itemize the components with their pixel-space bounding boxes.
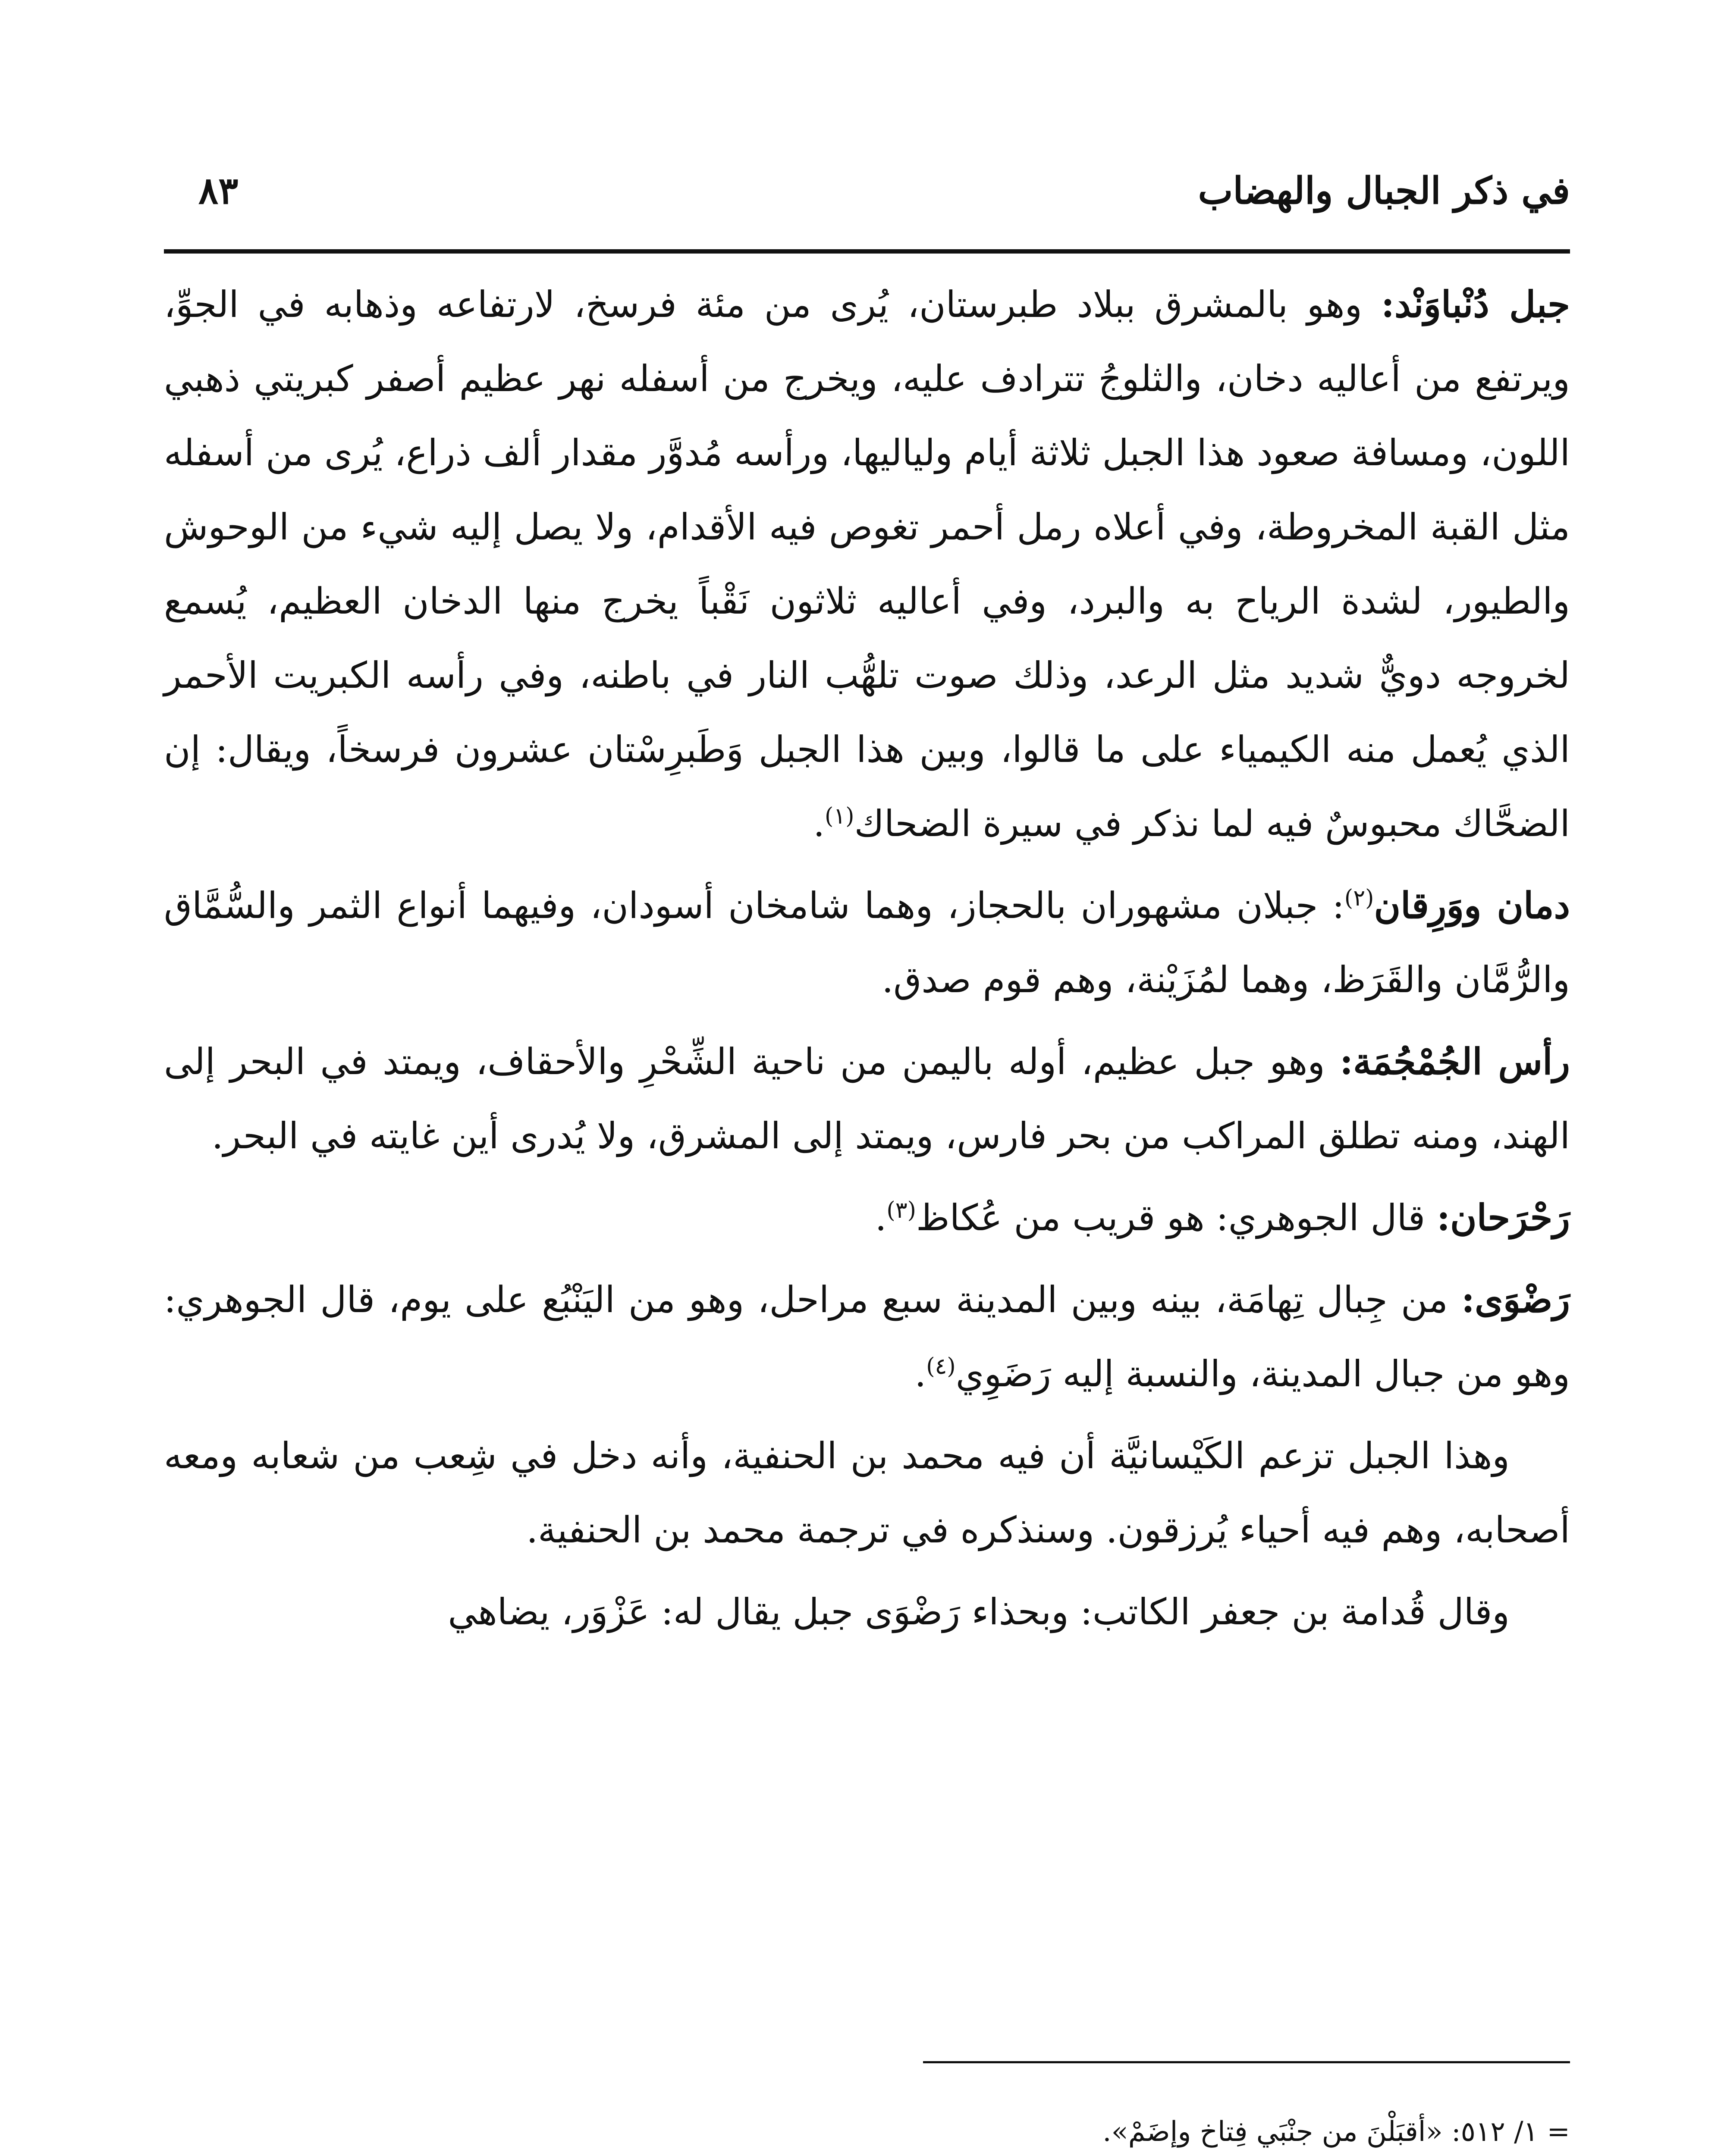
entry-text: : جبلان مشهوران بالحجاز، وهما شامخان أسودان، وفيهما أنواع الثمر والسُّمَّاق والرُّمَّان والقَرَظ، وهما لمُزَيْنة، وهم قوم صدق.: [164, 884, 1570, 1001]
entry-ras-aljumjuma: [164, 1025, 1570, 1173]
paragraph-kaysaniyya: [164, 1419, 1570, 1567]
footnote-continued: = ١/ ٥١٢: «أقبَلْنَ من جنْبَي فِتاخ وإضَمْ».: [1102, 2116, 1570, 2148]
header-rule: [164, 249, 1570, 254]
entry-daman-waraqan: [164, 868, 1570, 1017]
entry-term: رأس الجُمْجُمَة:: [1340, 1040, 1570, 1083]
entry-rahrahan: [164, 1181, 1570, 1255]
paragraph-text: وقال قُدامة بن جعفر الكاتب: وبحذاء رَضْوَى جبل يقال له: عَزْوَر، يضاهي: [448, 1591, 1510, 1633]
entry-text: من جِبال تِهامَة، بينه وبين المدينة سبع مراحل، وهو من اليَنْبُع على يوم، قال الجوهري: وهو من جبال المدينة، والنسبة إليه رَضَوِي: [164, 1279, 1570, 1395]
paragraph-qudama: [164, 1575, 1570, 1649]
entry-term: رَضْوَى:: [1461, 1278, 1570, 1321]
entry-term: جبل دُنْباوَنْد:: [1381, 283, 1570, 326]
entry-radwa: [164, 1263, 1570, 1411]
footnotes: [164, 2104, 1570, 2156]
entry-text: وهو بالمشرق ببلاد طبرستان، يُرى من مئة فرسخ، لارتفاعه وذهابه في الجوِّ، ويرتفع من أعاليه دخان، والثلوجُ تترادف عليه، ويخرج من أسفله نهر عظيم أصفر كبريتي ذهبي اللون، ومسافة صعود هذا الجبل ثلاثة أيام ولياليها، ورأسه مُدوَّر مقدار ألف ذراع، يُرى من أسفله مثل القبة المخروطة، وفي أعلاه رمل أحمر تغوص فيه الأقدام، ولا يصل إليه شيء من الوحوش والطيور، لشدة الرياح به والبرد، وفي أعاليه ثلاثون نَقْباً يخرج منها الدخان العظيم، يُسمع لخروجه دويٌّ شديد مثل الرعد، وذلك صوت تلهُّب النار في باطنه، وفي رأسه الكبريت الأحمر الذي يُعمل منه الكيمياء على ما قالوا، وبين هذا الجبل وَطَبرِسْتان عشرون فرسخاً، ويقال: إن الضحَّاك محبوسٌ فيه لما نذكر في سيرة الضحاك: [164, 283, 1570, 845]
page-header: [164, 129, 1570, 241]
footnote-separator: [923, 2061, 1570, 2063]
entry-text: قال الجوهري: هو قريب من عُكاظ: [916, 1197, 1437, 1239]
footnote-ref: (٣): [886, 1197, 916, 1223]
page-number: ٨٣: [198, 169, 239, 213]
footnote-ref: (٤): [926, 1354, 956, 1379]
footnote-ref: (٢): [1344, 885, 1374, 911]
book-page: [164, 129, 1570, 2156]
entry-tail: .: [813, 802, 825, 845]
running-title: في ذكر الجبال والهضاب: [1198, 169, 1570, 213]
entry-dunbawand: [164, 267, 1570, 861]
footnote-ref: (١): [825, 803, 854, 829]
entry-tail: .: [875, 1197, 887, 1239]
entry-text: وهو جبل عظيم، أوله باليمن من ناحية الشِّحْرِ والأحقاف، ويمتد في البحر إلى الهند، ومنه تطلق المراكب من بحر فارس، ويمتد إلى المشرق، ولا يُدرى أين غايته في البحر.: [164, 1040, 1570, 1157]
entry-term: رَحْرَحان:: [1436, 1196, 1570, 1239]
main-text: [164, 267, 1570, 1657]
entry-tail: .: [914, 1353, 926, 1395]
entry-term: دمان ووَرِقان: [1374, 884, 1570, 927]
paragraph-text: وهذا الجبل تزعم الكَيْسانيَّة أن فيه محمد بن الحنفية، وأنه دخل في شِعب من شعابه ومعه أصحابه، وهم فيه أحياء يُرزقون. وسنذكره في ترجمة محمد بن الحنفية.: [164, 1435, 1570, 1551]
